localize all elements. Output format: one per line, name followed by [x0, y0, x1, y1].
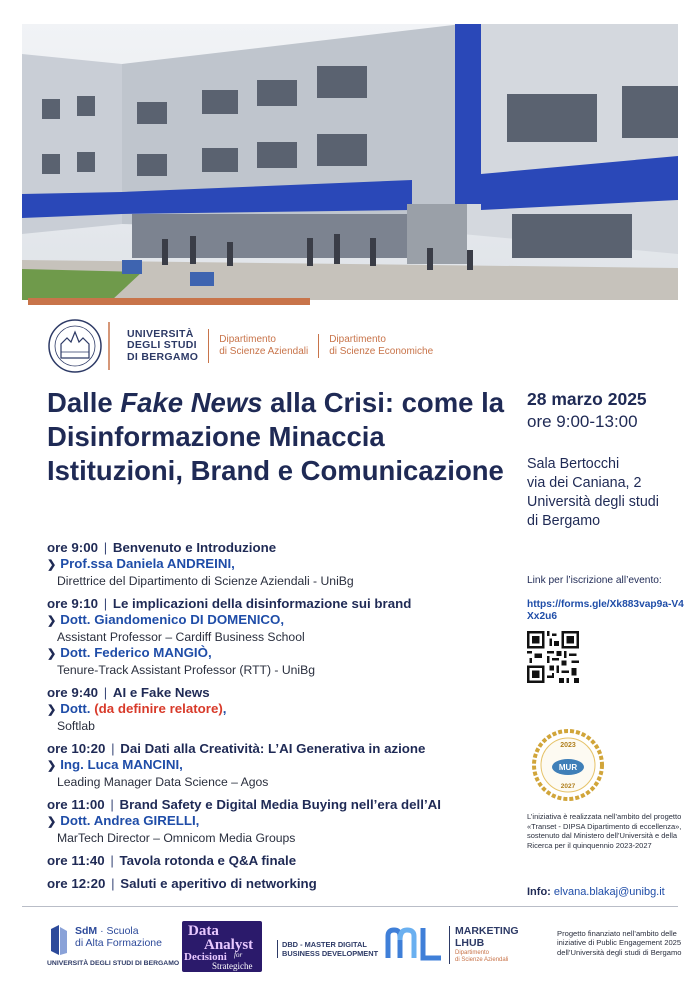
badge-label: MUR — [558, 763, 578, 772]
slot-time: ore 9:10 — [47, 596, 98, 611]
badge-year-top: 2023 — [560, 742, 576, 749]
slot-topic: Benvenuto e Introduzione — [112, 540, 277, 555]
hero-photo-building — [22, 24, 678, 300]
mlhub-subtitle: Dipartimento di Scienze Aziendali — [455, 950, 509, 963]
agenda-slot: ore 9:10 | Le implicazioni della disinformazione sui brand ❯ Dott. Giandomenico DI DOMENICO, Assistant Professor – Cardiff Business School ❯ Dott. Federico MANGIÒ, Tenure-Track Assistant Professor (RTT) - UniBg — [47, 595, 517, 678]
speaker-role: Tenure-Track Assistant Professor (RTT) - UniBg — [57, 663, 316, 677]
speaker-role: Softlab — [57, 719, 95, 733]
speaker: ❯ Prof.ssa Daniela ANDREINI, — [47, 556, 235, 571]
badge-year-bottom: 2027 — [560, 783, 576, 790]
contact-email[interactable]: elvana.blakaj@unibg.it — [553, 886, 665, 898]
event-date: 28 marzo 2025 — [527, 389, 647, 409]
university-seal-icon — [45, 316, 119, 376]
qr-code-icon[interactable] — [527, 631, 579, 683]
slot-topic: Saluti e aperitivo di networking — [120, 876, 317, 891]
agenda-slot: ore 11:40 | Tavola rotonda e Q&A finale — [47, 853, 297, 868]
speaker-role: MarTech Director – Omnicom Media Groups — [57, 831, 296, 845]
university-logo-row — [45, 318, 443, 374]
event-venue: Sala Bertocchi via dei Caniana, 2 Università degli studi di Bergamo — [527, 456, 659, 529]
registration-label: Link per l’iscrizione all’evento: — [527, 575, 662, 586]
contact-info: Info: elvana.blakaj@unibg.it — [527, 886, 665, 898]
speaker-role: Leading Manager Data Science – Agos — [57, 775, 269, 789]
agenda-slot: ore 9:00 | Benvenuto e Introduzione ❯ Prof.ssa Daniela ANDREINI, Direttrice del Dipartimento di Scienze Aziendali - UniBg — [47, 539, 517, 589]
ml-hub-mark-icon — [385, 926, 445, 962]
marketing-lhub-logo — [385, 926, 519, 964]
speaker: ❯ Ing. Luca MANCINI, — [47, 757, 183, 772]
sdm-name: · Scuola di Alta Formazione — [75, 925, 162, 949]
agenda-slot: ore 12:20 | Saluti e aperitivo di networking — [47, 876, 317, 891]
mur-note: L’iniziativa è realizzata nell’ambito del progetto «Transet - DIPSA Dipartimento di eccellenza», sostenuto dal Ministero dell’Università e della Ricerca per il quinquennio 2023-2027 — [527, 812, 682, 850]
chevron-right-icon: ❯ — [47, 559, 57, 571]
agenda-slot: ore 10:20 | Dai Dati alla Creatività: L’AI Generativa in azione ❯ Ing. Luca MANCINI, Leading Manager Data Science – Agos — [47, 740, 517, 790]
university-name: UNIVERSITÀ DEGLI STUDI DI BERGAMO — [127, 329, 209, 364]
department-aziendali: Dipartimento di Scienze Aziendali — [219, 334, 309, 357]
slot-time: ore 10:20 — [47, 741, 106, 756]
slot-time: ore 9:40 — [47, 685, 98, 700]
funding-note: Progetto finanziato nell’ambito delle iniziative di Public Engagement 2025 dell’Università degli studi di Bergamo — [557, 929, 682, 957]
footer-divider — [22, 906, 678, 907]
agenda-slot: ore 9:40 | AI e Fake News ❯ Dott. (da definire relatore), Softlab — [47, 684, 517, 734]
chevron-right-icon: ❯ — [47, 615, 57, 627]
speaker: ❯ Dott. Andrea GIRELLI, — [47, 813, 200, 828]
dbd-master-logo: DBD - MASTER DIGITAL BUSINESS DEVELOPMENT — [277, 940, 378, 958]
department-economiche: Dipartimento di Scienze Economiche — [318, 334, 443, 358]
sdm-title: SdM — [75, 925, 98, 937]
event-title: Dalle Fake News alla Crisi: come la Disinformazione Minaccia Istituzioni, Brand e Comunicazione — [47, 387, 505, 486]
slot-time: ore 11:40 — [47, 853, 105, 868]
slot-time: ore 9:00 — [47, 540, 98, 555]
slot-topic: AI e Fake News — [112, 685, 210, 700]
campus-building-illustration — [22, 24, 678, 300]
sdm-logo — [47, 925, 162, 955]
speaker-role: Direttrice del Dipartimento di Scienze Aziendali - UniBg — [57, 574, 354, 588]
slot-topic: Le implicazioni della disinformazione sui brand — [112, 596, 412, 611]
agenda — [47, 539, 517, 898]
speaker-tbd: (da definire relatore) — [94, 701, 223, 716]
das-logo: Data Analyst for Decisioni Strategiche — [182, 921, 262, 972]
sdm-shield-icon — [47, 925, 71, 955]
agenda-slot: ore 11:00 | Brand Safety e Digital Media Buying nell’era dell’AI ❯ Dott. Andrea GIRELLI, MarTech Director – Omnicom Media Groups — [47, 796, 517, 846]
title-fake-news: Fake News — [120, 387, 263, 418]
slot-topic: Dai Dati alla Creatività: L’AI Generativa in azione — [120, 741, 426, 756]
speaker-role: Assistant Professor – Cardiff Business School — [57, 630, 305, 644]
chevron-right-icon: ❯ — [47, 816, 57, 828]
sdm-subtitle: UNIVERSITÀ DEGLI STUDI DI BERGAMO — [47, 960, 180, 967]
slot-topic: Brand Safety e Digital Media Buying nell’era dell’AI — [119, 797, 441, 812]
slot-time: ore 11:00 — [47, 797, 105, 812]
chevron-right-icon: ❯ — [47, 648, 57, 660]
mlhub-title: MARKETING LHUB — [455, 925, 519, 949]
mur-excellence-badge-icon — [527, 727, 609, 805]
speaker: ❯ Dott. Giandomenico DI DOMENICO, — [47, 612, 285, 627]
hero-accent-bar — [28, 298, 310, 305]
speaker: ❯ Dott. Federico MANGIÒ, — [47, 645, 212, 660]
event-time: ore 9:00-13:00 — [527, 412, 638, 431]
chevron-right-icon: ❯ — [47, 704, 57, 716]
slot-topic: Tavola rotonda e Q&A finale — [119, 853, 297, 868]
chevron-right-icon: ❯ — [47, 760, 57, 772]
slot-time: ore 12:20 — [47, 876, 106, 891]
registration-link[interactable]: https://forms.gle/Xk883vap9a-V4Xx2u6 — [527, 599, 684, 622]
speaker: ❯ Dott. (da definire relatore), — [47, 701, 227, 716]
